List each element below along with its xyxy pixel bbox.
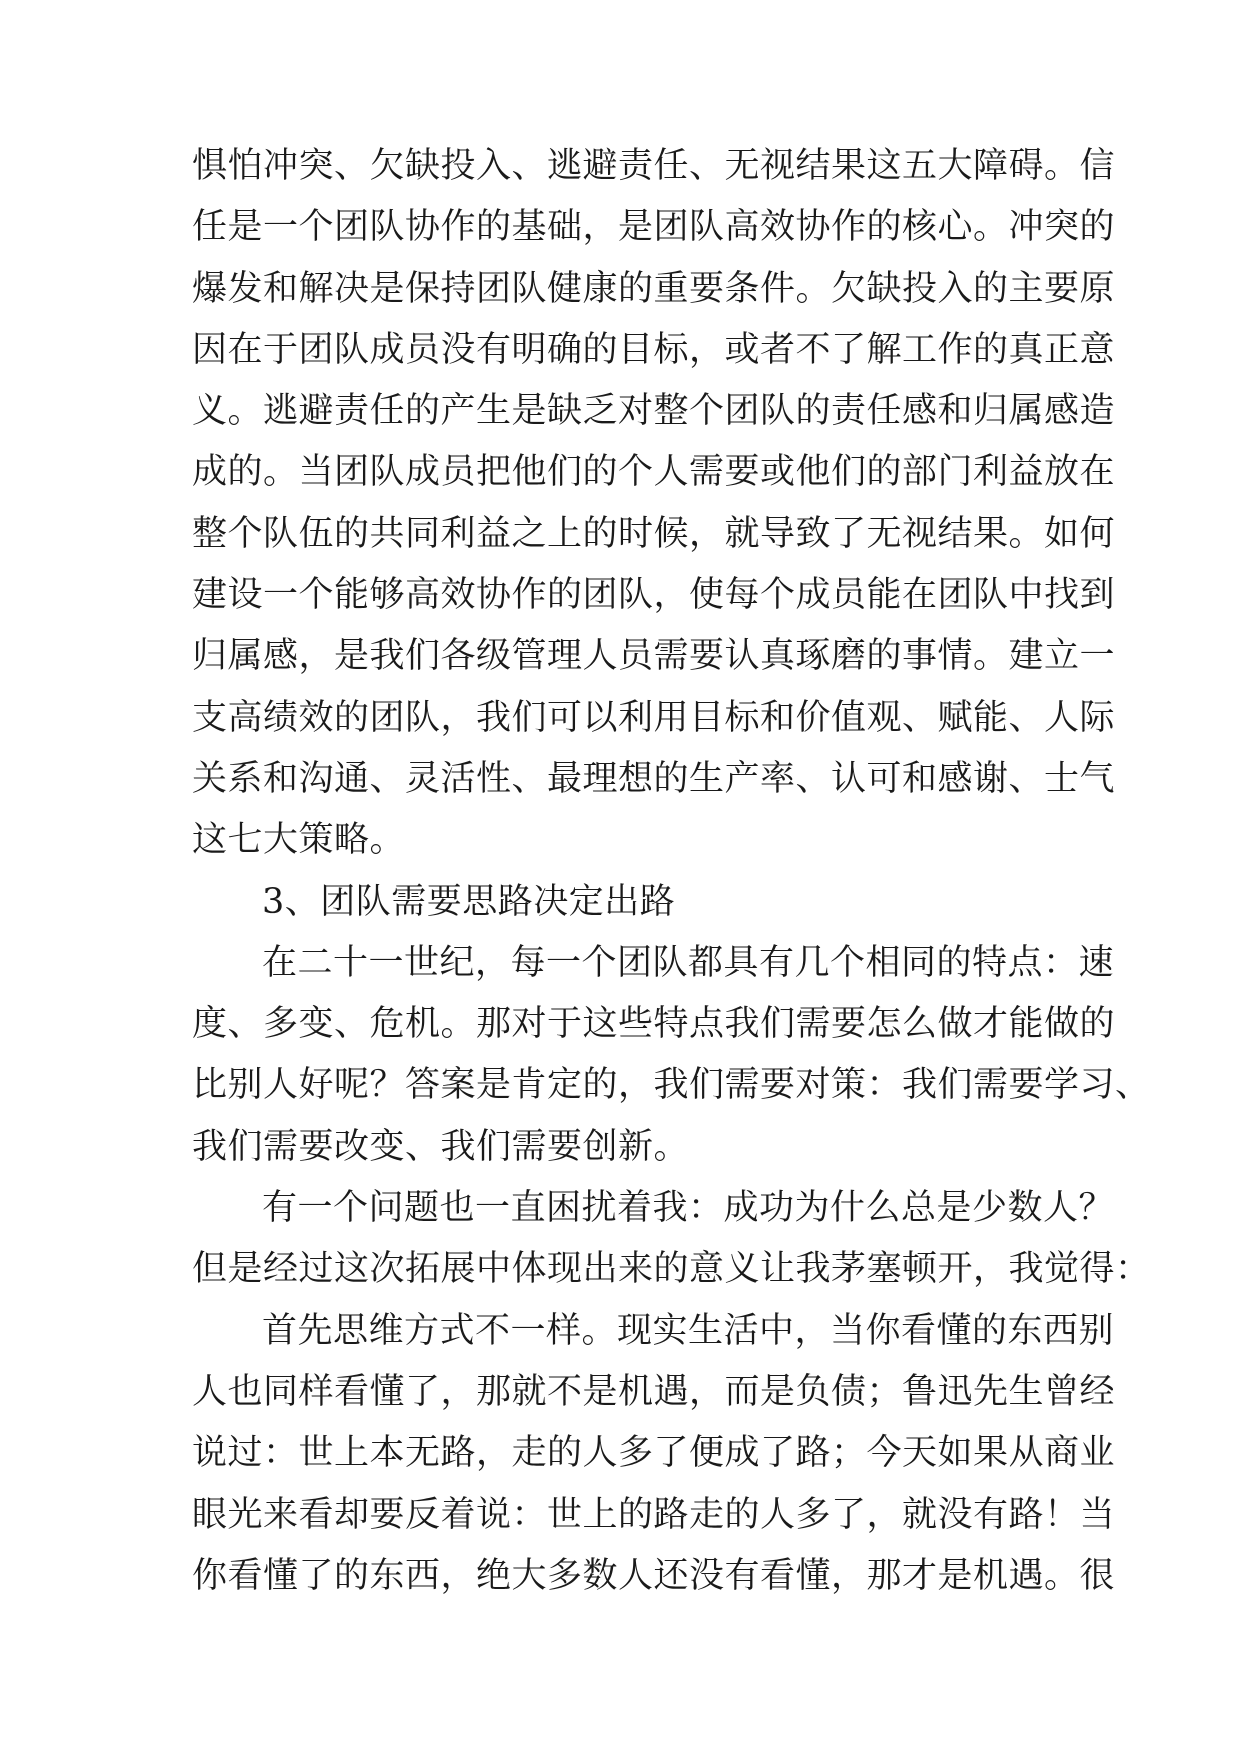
text-line: 在二十一世纪，每一个团队都具有几个相同的特点：速 bbox=[262, 942, 1115, 983]
section-heading: 3、团队需要思路决定出路 bbox=[262, 881, 676, 922]
text-line: 人也同样看懂了，那就不是机遇，而是负债；鲁迅先生曾经 bbox=[192, 1371, 1116, 1412]
text-line: 这七大策略。 bbox=[192, 820, 406, 861]
body-text bbox=[192, 136, 1151, 1607]
text-line: 但是经过这次拓展中体现出来的意义让我茅塞顿开，我觉得： bbox=[192, 1249, 1151, 1290]
text-line: 惧怕冲突、欠缺投入、逃避责任、无视结果这五大障碍。信 bbox=[192, 146, 1116, 186]
text-line: 归属感，是我们各级管理人员需要认真琢磨的事情。建立一 bbox=[192, 636, 1116, 677]
text-line: 建设一个能够高效协作的团队，使每个成员能在团队中找到 bbox=[192, 575, 1116, 616]
text-line: 说过：世上本无路，走的人多了便成了路；今天如果从商业 bbox=[192, 1433, 1116, 1474]
text-line: 因在于团队成员没有明确的目标，或者不了解工作的真正意 bbox=[192, 329, 1116, 370]
text-line: 首先思维方式不一样。现实生活中，当你看懂的东西别 bbox=[262, 1310, 1115, 1351]
text-line: 义。逃避责任的产生是缺乏对整个团队的责任感和归属感造 bbox=[192, 391, 1116, 432]
text-line: 任是一个团队协作的基础，是团队高效协作的核心。冲突的 bbox=[192, 207, 1116, 248]
text-line: 有一个问题也一直困扰着我：成功为什么总是少数人？ bbox=[262, 1188, 1115, 1229]
text-line: 整个队伍的共同利益之上的时候，就导致了无视结果。如何 bbox=[192, 513, 1116, 554]
text-line: 支高绩效的团队，我们可以利用目标和价值观、赋能、人际 bbox=[192, 697, 1116, 738]
text-line: 比别人好呢？答案是肯定的，我们需要对策：我们需要学习、 bbox=[192, 1065, 1151, 1106]
text-line: 度、多变、危机。那对于这些特点我们需要怎么做才能做的 bbox=[192, 1004, 1116, 1045]
text-line: 成的。当团队成员把他们的个人需要或他们的部门利益放在 bbox=[192, 452, 1116, 493]
text-line: 关系和沟通、灵活性、最理想的生产率、认可和感谢、士气 bbox=[192, 758, 1116, 799]
text-line: 眼光来看却要反着说：世上的路走的人多了，就没有路！当 bbox=[192, 1494, 1116, 1535]
text-line: 爆发和解决是保持团队健康的重要条件。欠缺投入的主要原 bbox=[192, 268, 1116, 309]
text-line: 你看懂了的东西，绝大多数人还没有看懂，那才是机遇。很 bbox=[192, 1555, 1116, 1596]
text-line: 我们需要改变、我们需要创新。 bbox=[192, 1126, 690, 1167]
